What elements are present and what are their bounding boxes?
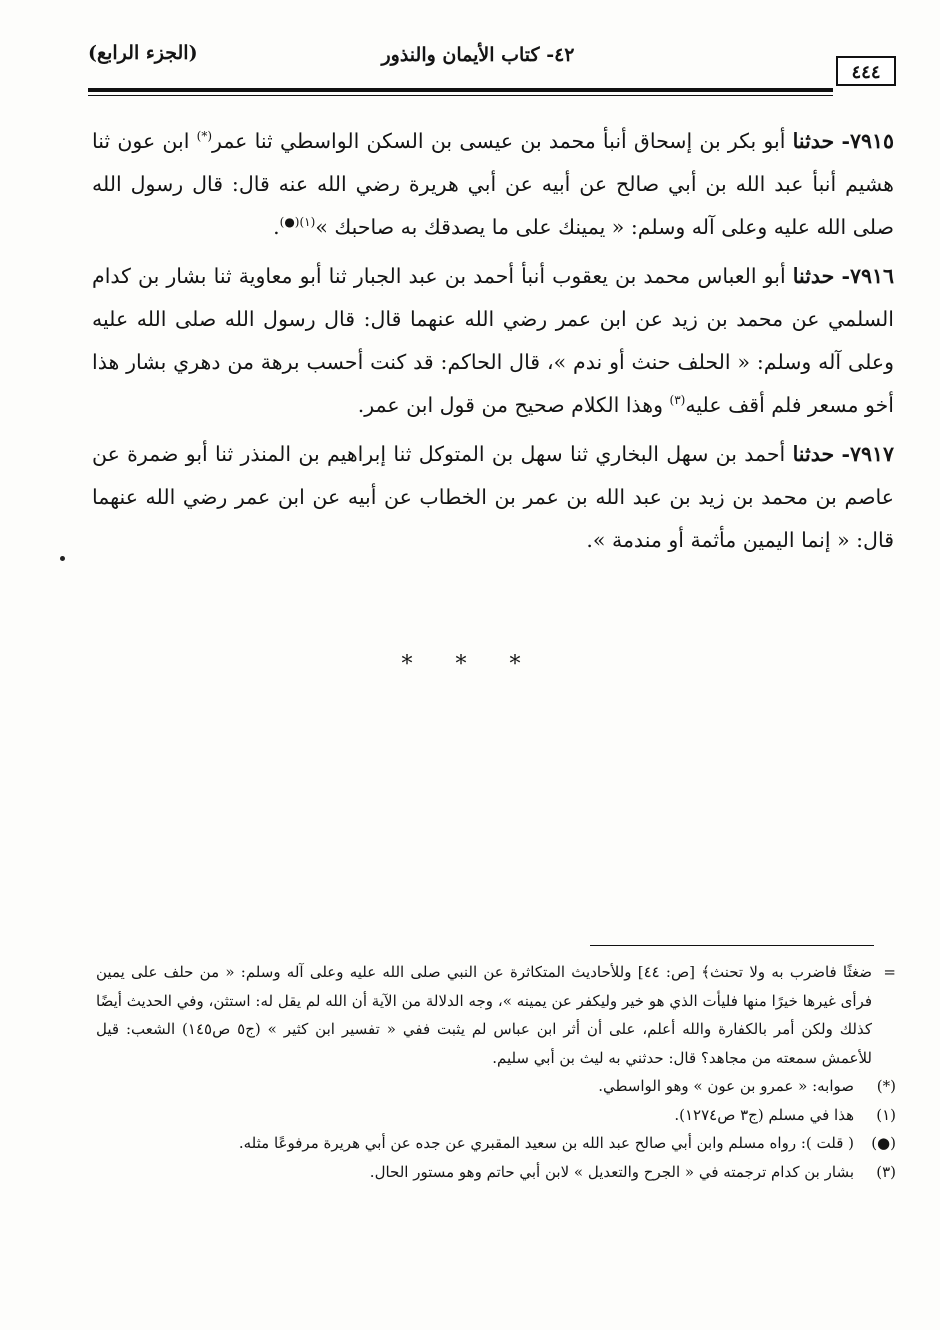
footnote-3 (96, 1158, 896, 1187)
footnote-text: صوابه: « عمرو بن عون » وهو الواسطي. (598, 1077, 854, 1095)
footnote-marker: (●) (871, 1134, 896, 1152)
hadith-number: ٧٩١٥- (841, 129, 894, 153)
continuation-marker: = (883, 963, 896, 981)
header-rule-thick (88, 88, 833, 92)
footnote-text: بشار بن كدام ترجمته في « الجرح والتعديل » لابن أبي حاتم وهو مستور الحال. (369, 1162, 854, 1181)
chapter-title: ٤٢- كتاب الأيمان والنذور (381, 44, 575, 66)
hadith-text: وهذا الكلام صحيح من قول ابن عمر. (357, 393, 670, 417)
footnote-rule (590, 945, 874, 946)
hadith-keyword: حدثنا (792, 129, 835, 153)
footnote-ref: (*) (196, 129, 213, 144)
hadith-text: أحمد بن سهل البخاري ثنا سهل بن المتوكل ثنا إبراهيم بن المنذر ثنا أبو ضمرة عن عاصم بن محمد بن زيد بن عبد الله بن عمر بن الخطاب عن أبيه عن ابن عمر رضي الله عنهما قال: « إنما اليمين مأثمة أو مندمة ». (92, 442, 894, 552)
footnotes (96, 958, 896, 1186)
page-header (88, 40, 896, 92)
hadith-keyword: حدثنا (792, 264, 835, 288)
page-number-box: ٤٤٤ (836, 56, 896, 86)
footnote-marker: (*) (876, 1077, 896, 1095)
footnote-ref: (١)(●) (279, 215, 316, 230)
main-text (92, 120, 894, 568)
hadith-7915 (92, 120, 894, 249)
footnote-dot (96, 1129, 896, 1158)
hadith-text: . (273, 215, 280, 239)
hadith-keyword: حدثنا (792, 442, 835, 466)
hadith-number: ٧٩١٦- (841, 264, 894, 288)
margin-speck (60, 556, 65, 561)
hadith-text: أبو بكر بن إسحاق أنبأ محمد بن عيسى بن السكن الواسطي ثنا عمر (212, 129, 793, 153)
footnote-marker: (٣) (876, 1162, 896, 1181)
hadith-7917 (92, 433, 894, 562)
hadith-number: ٧٩١٧- (841, 442, 894, 466)
footnote-ref: (٣) (669, 393, 686, 408)
footnote-1 (96, 1101, 896, 1130)
footnote-text: هذا في مسلم (ج٣ ص١٢٧٤). (674, 1105, 854, 1124)
section-separator: * * * (401, 652, 539, 677)
hadith-text: أبو العباس محمد بن يعقوب أنبأ أحمد بن عبد الجبار ثنا أبو معاوية ثنا بشار بن كدام السلمي عن محمد بن زيد عن ابن عمر رضي الله عنهما قال: قال رسول الله صلى الله عليه وعلى آله وسلم: « الحلف حنث أو ندم »، قال الحاكم: قد كنت أحسب برهة من دهري بشار هذا أخو مسعر فلم أقف عليه (92, 264, 894, 417)
header-rule-thin (88, 95, 833, 96)
hadith-text: ابن عون ثنا هشيم أنبأ عبد الله بن أبي صالح عن أبيه عن أبي هريرة رضي الله عنه قال: قال رسول الله صلى الله عليه وعلى آله وسلم: « يمينك على ما يصدقك به صاحبك » (92, 129, 894, 239)
footnote-continuation (96, 958, 896, 1072)
footnote-text: ضغثًا فاضرب به ولا تحنث﴾ [ص: ٤٤] وللأحاديث المتكاثرة عن النبي صلى الله عليه وعلى آله وسلم: « من حلف على يمين فرأى غيرها خيرًا منها فليأت الذي هو خير وليكفر عن يمينه »، وجه الدلالة من الآية أن الله لم يقل له: استثن، وفي الحديث أيضًا كذلك ولكن أمر بالكفارة والله أعلم، على أن أثر ابن عباس لم يثبت ففي « تفسير ابن كثير » (ج٥ ص١٤٥) الشعب: قيل للأعمش سمعته من مجاهد؟ قال: حدثني به ليث بن أبي سليم. (96, 963, 873, 1067)
footnote-star (96, 1072, 896, 1101)
footnote-text: ( قلت ): رواه مسلم وابن أبي صالح عبد الله بن سعيد المقبري عن جده عن أبي هريرة مرفوعًا مثله. (238, 1134, 854, 1152)
footnote-marker: (١) (876, 1105, 896, 1124)
volume-label: (الجزء الرابع) (88, 42, 198, 64)
hadith-7916 (92, 255, 894, 427)
